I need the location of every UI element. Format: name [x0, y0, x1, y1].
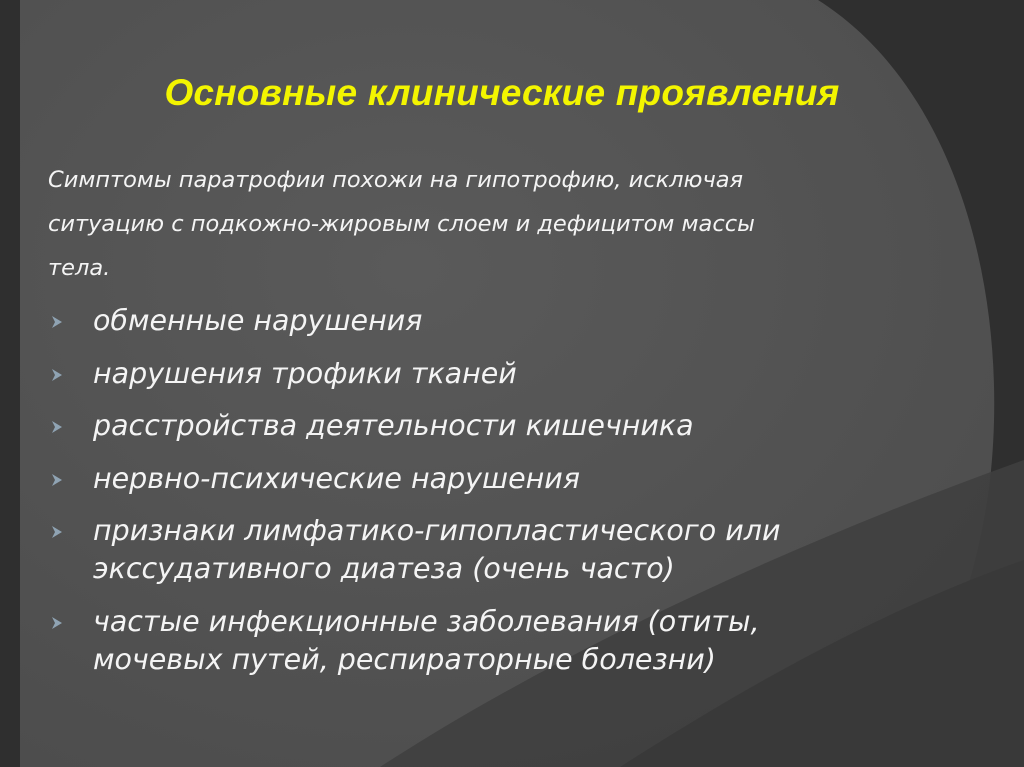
arrow-bullet-icon	[49, 314, 65, 330]
intro-line: Симптомы паратрофии похожи на гипотрофию, исключая	[48, 167, 744, 193]
bullet-text: частые инфекционные заболевания (отиты,	[93, 604, 760, 638]
slide-title: Основные клинические проявления	[164, 72, 840, 113]
intro-line: ситуацию с подкожно-жировым слоем и дефицитом массы	[48, 211, 755, 237]
bullet-item	[0, 355, 1024, 393]
intro-line: тела.	[48, 255, 111, 281]
bullet-text: признаки лимфатико-гипопластического или	[93, 514, 781, 547]
bullet-item	[0, 302, 1024, 340]
bullet-item	[0, 460, 1024, 498]
bullet-item	[0, 512, 1024, 588]
bullet-text: нервно-психические нарушения	[93, 461, 580, 495]
bullet-text: мочевых путей, респираторные болезни)	[93, 642, 716, 676]
arrow-bullet-icon	[49, 367, 65, 383]
arrow-bullet-icon	[49, 472, 65, 488]
bullet-text: нарушения трофики тканей	[93, 356, 517, 390]
bullet-text: расстройства деятельности кишечника	[93, 409, 694, 442]
bullet-list	[0, 302, 1024, 693]
intro-paragraph	[48, 158, 968, 290]
bullet-text: обменные нарушения	[93, 304, 423, 337]
bullet-item	[0, 407, 1024, 445]
bullet-text: экссудативного диатеза (очень часто)	[93, 552, 675, 585]
arrow-bullet-icon	[49, 419, 65, 435]
arrow-bullet-icon	[49, 524, 65, 540]
arrow-bullet-icon	[49, 615, 65, 631]
bullet-item	[0, 603, 1024, 679]
